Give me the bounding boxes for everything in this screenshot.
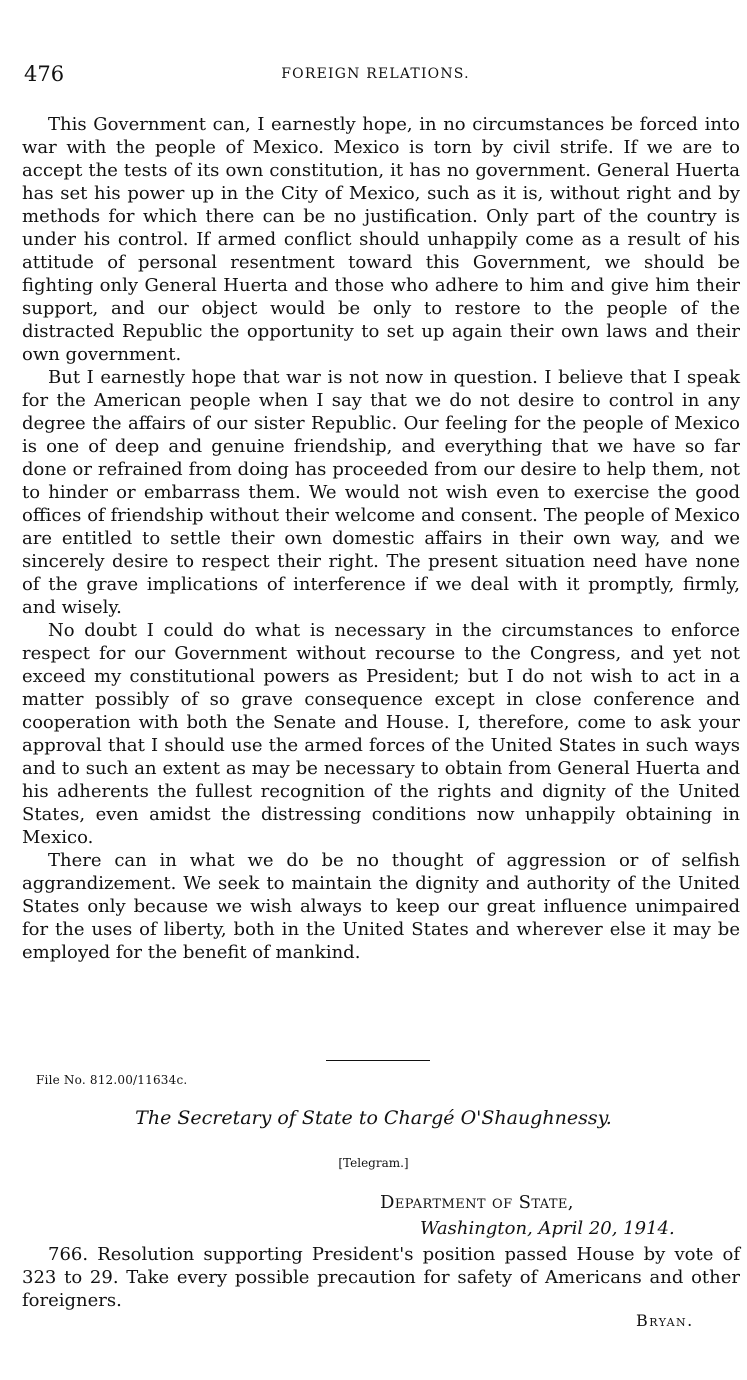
signature: Bryan. — [636, 1311, 694, 1330]
page-number: 476 — [24, 62, 65, 86]
paragraph: This Government can, I earnestly hope, in no circumstances be forced into war with the people of Mexico. Mexico is torn by civil strife. If we are to accept the tests of its own constitution, it has no government. General Huerta has set his power up in the City of Mexico, such as it is, without right and by methods for which there can be no justification. Only part of the country is under his control. If armed conflict should unhappily come as a result of his attitude of personal resentment toward this Government, we should be fighting only General Huerta and those who adhere to him and give him their support, and our object would be only to restore to the people of the distracted Republic the opportunity to set up again their own laws and their own government. — [22, 114, 740, 365]
telegram-message: 766. Resolution supporting President's position passed House by vote of 323 to 29. Take every possible precaution for safety of Americans and other foreigners. — [22, 1244, 740, 1311]
page-header — [24, 62, 727, 92]
dateline — [380, 1190, 675, 1242]
file-number: File No. 812.00/11634c. — [36, 1073, 188, 1087]
paragraph: But I earnestly hope that war is not now in question. I believe that I speak for the American people when I say that we do not desire to control in any degree the affairs of our sister Republic. Our feeling for the people of Mexico is one of deep and genuine friendship, and everything that we have so far done or refrained from doing has proceeded from our desire to help them, not to hinder or embarrass them. We would not wish even to exercise the good offices of friendship without their welcome and consent. The people of Mexico are entitled to settle their own domestic affairs in their own way, and we sincerely desire to respect their right. The present situation need have none of the grave implications of interference if we deal with it promptly, firmly, and wisely. — [22, 367, 740, 618]
section-divider — [326, 1060, 430, 1061]
paragraph: There can in what we do be no thought of aggression or of selfish aggrandizement. We seek to maintain the dignity and authority of the United States only because we wish always to keep our great influence unimpaired for the uses of liberty, both in the United States and wherever else it may be employed for the benefit of mankind. — [22, 850, 740, 963]
paragraph: No doubt I could do what is necessary in the circumstances to enforce respect for our Government without recourse to the Congress, and yet not exceed my constitutional powers as President; but I do not wish to act in a matter possibly of so grave consequence except in close conference and cooperation with both the Senate and House. I, therefore, come to ask your approval that I should use the armed forces of the United States in such ways and to such an extent as may be necessary to obtain from General Huerta and his adherents the fullest recognition of the rights and dignity of the United States, even amidst the distressing conditions now unhappily obtaining in Mexico. — [22, 620, 740, 848]
running-head: FOREIGN RELATIONS. — [281, 66, 470, 82]
dateline-place-date: Washington, April 20, 1914. — [420, 1218, 675, 1239]
document-title: The Secretary of State to Chargé O'Shaughnessy. — [135, 1107, 612, 1129]
telegram-label: [Telegram.] — [338, 1156, 409, 1170]
body-text — [22, 113, 740, 964]
dateline-department: Department of State, — [380, 1192, 574, 1213]
